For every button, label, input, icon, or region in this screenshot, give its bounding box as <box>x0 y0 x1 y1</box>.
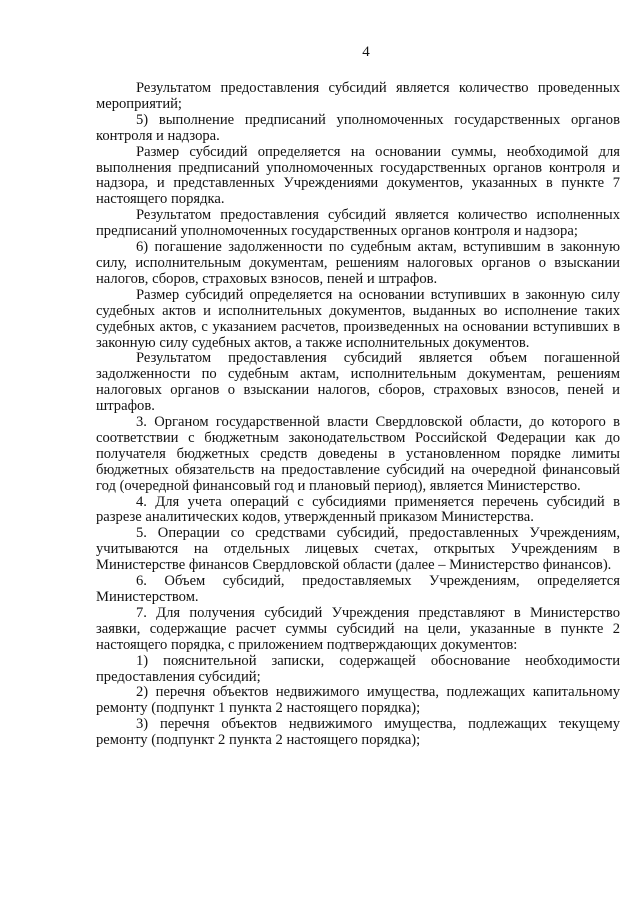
paragraph: 5. Операции со средствами субсидий, предоставленных Учреждениям, учитываются на отдельных лицевых счетах, открытых Учреждениям в Министерстве финансов Свердловской области (далее – Министерство финансов). <box>96 525 620 574</box>
paragraph: Размер субсидий определяется на основании вступивших в законную силу судебных актов и исполнительных документов, выданных во исполнение таких судебных актов, с указанием расчетов, произведенных на основании вступивших в законную силу судебных актов, а также исполнительных документов. <box>96 286 620 351</box>
paragraph: 4. Для учета операций с субсидиями применяется перечень субсидий в разрезе аналитических кодов, утвержденный приказом Министерства. <box>96 493 620 526</box>
paragraph: Размер субсидий определяется на основании суммы, необходимой для выполнения предписаний уполномоченных государственных органов контроля и надзора, и представленных Учреждениями документов, указанных в пункте 7 настоящего порядка. <box>96 143 620 208</box>
paragraph: Результатом предоставления субсидий является объем погашенной задолженности по судебным актам, исполнительным документам, решениям налоговых органов о взыскании налогов, сборов, страховых взносов, пеней и штрафов. <box>96 350 620 415</box>
paragraph: 2) перечня объектов недвижимого имущества, подлежащих капитальному ремонту (подпункт 1 пункта 2 настоящего порядка); <box>96 684 620 717</box>
paragraph: Результатом предоставления субсидий является количество исполненных предписаний уполномоченных государственных органов контроля и надзора; <box>96 207 620 240</box>
paragraph: 3. Органом государственной власти Свердловской области, до которого в соответствии с бюджетным законодательством Российской Федерации как до получателя бюджетных средств доведены в установленном порядке лимиты бюджетных обязательств на предоставление субсидий на очередной финансовый год (очередной финансовый год и плановый период), является Министерство. <box>96 414 620 494</box>
paragraph: 5) выполнение предписаний уполномоченных государственных органов контроля и надзора. <box>96 111 620 144</box>
paragraph: 6. Объем субсидий, предоставляемых Учреждениям, определяется Министерством. <box>96 573 620 605</box>
paragraph: 7. Для получения субсидий Учреждения представляют в Министерство заявки, содержащие расчет суммы субсидий на цели, указанные в пункте 2 настоящего порядка, с приложением подтверждающих документов: <box>96 604 620 653</box>
paragraph: 3) перечня объектов недвижимого имущества, подлежащих текущему ремонту (подпункт 2 пункта 2 настоящего порядка); <box>96 716 620 749</box>
paragraph: Результатом предоставления субсидий является количество проведенных мероприятий; <box>96 80 620 112</box>
paragraph: 1) пояснительной записки, содержащей обоснование необходимости предоставления субсидий; <box>96 652 620 685</box>
paragraph: 6) погашение задолженности по судебным актам, вступившим в законную силу, исполнительным документам, решениям налоговых органов о взыскании налогов, сборов, страховых взносов, пеней и штрафов. <box>96 239 620 287</box>
page-number: 4 <box>362 44 370 60</box>
